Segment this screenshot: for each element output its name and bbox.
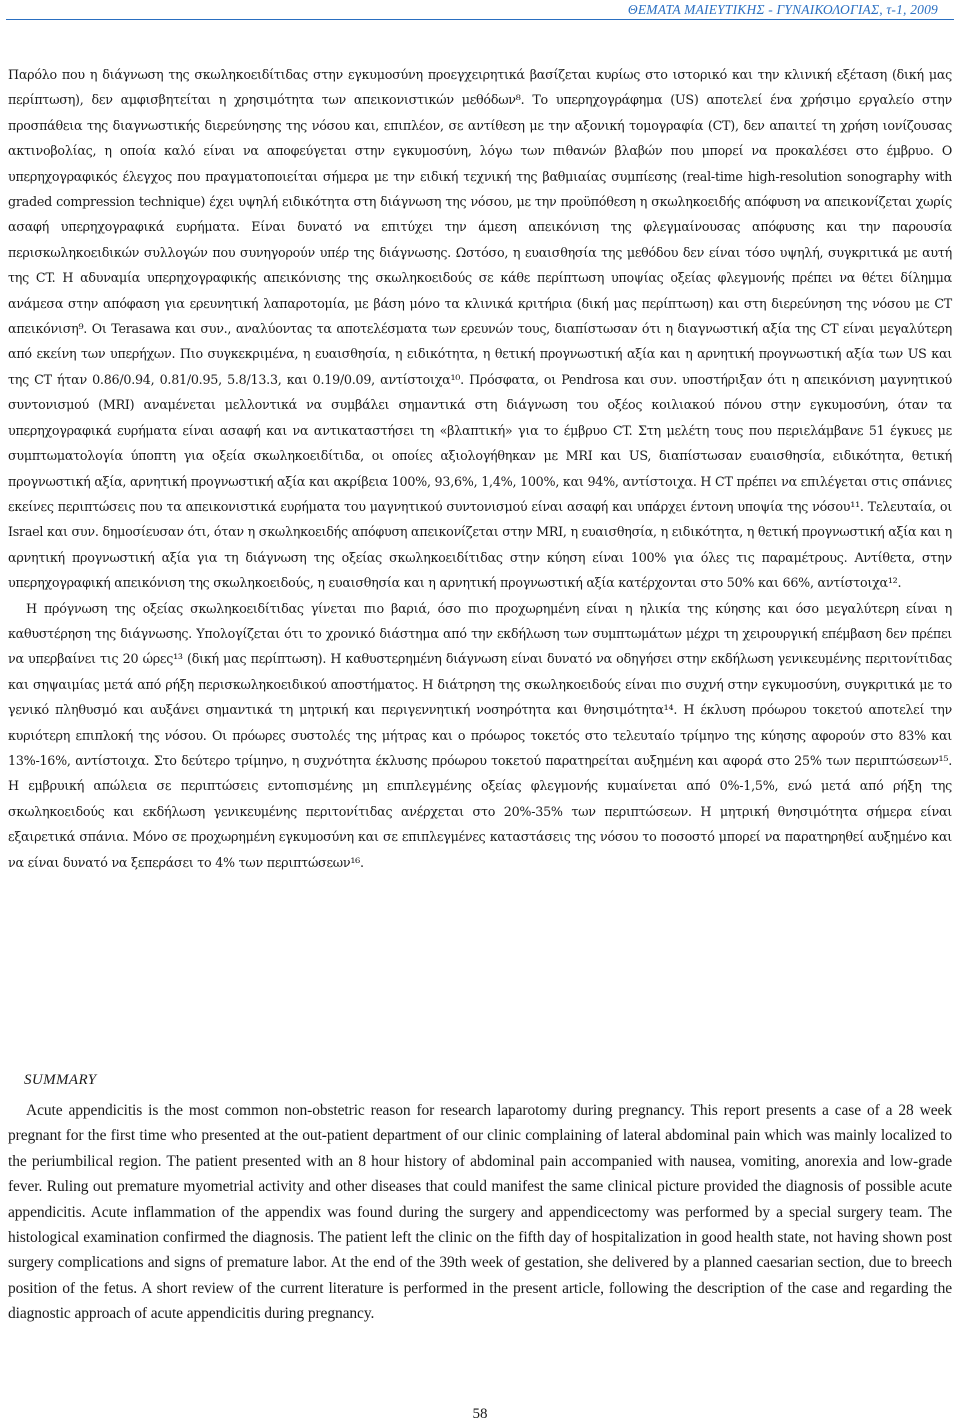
page-number: 58: [472, 1406, 488, 1422]
summary-heading: SUMMARY: [24, 1072, 97, 1088]
article-body: [8, 62, 952, 875]
body-paragraph-1: Παρόλο που η διάγνωση της σκωληκοειδίτιδας στην εγκυμοσύνη προεγχειρητικά βασίζεται κυρίως στο ιστορικό και την κλινική εξέταση (δική μας περίπτωση), δεν αμφισβητείται η χρησιμότητα των απεικονιστικών μεθόδων⁸. Το υπερηχογράφημα (US) αποτελεί ένα χρήσιμο εργαλείο στην προσπάθεια της διαγνωστικής διερεύνησης της νόσου και, επιπλέον, σε αντίθεση με την αξονική τομογραφία (CT), δεν απαιτεί τη χρήση ιονίζουσας ακτινοβολίας, η οποία καλό είναι να αποφεύγεται στην εγκυμοσύνη, λόγω των πιθανών βλαβών που μπορεί να προκαλέσει στο έμβρυο. Ο υπερηχογραφικός έλεγχος που πραγματοποιείται σήμερα με την ειδική τεχνική της βαθμιαίας συμπίεσης (real-time high-resolution sonography with graded compression technique) έχει υψηλή ειδικότητα στη διάγνωση της νόσου, με την προϋπόθεση η σκωληκοειδής απόφυση να απεικονίζεται χωρίς ασαφή υπερηχογραφικά ευρήματα. Είναι δυνατό να επιτύχει την άμεση απεικόνιση της φλεγμαίνουσας απόφυσης και την παρουσία περισκωληκοειδικών συλλογών που συνηγορούν υπέρ της διάγνωσης. Ωστόσο, η ευαισθησία της μεθόδου δεν είναι τόσο υψηλή, συγκριτικά με αυτή της CT. Η αδυναμία υπερηχογραφικής απεικόνισης της σκωληκοειδούς σε κάθε περίπτωση υποψίας οξείας φλεγμονής πρέπει να θέτει δίλημμα ανάμεσα στην απόφαση για ερευνητική λαπαροτομία, με βάση μόνο τα κλινικά κριτήρια (δική μας περίπτωση) και στη διερεύνηση της νόσου με CT απεικόνιση⁹. Οι Terasawa και συν., αναλύοντας τα αποτελέσματα των ερευνών τους, διαπίστωσαν ότι η διαγνωστική αξία της CT είναι μεγαλύτερη από εκείνη των υπερήχων. Πιο συγκεκριμένα, η ευαισθησία, η ειδικότητα, η θετική προγνωστική αξία και η αρνητική προγνωστική αξία των US και της CT ήταν 0.86/0.94, 0.81/0.95, 5.8/13.3, και 0.19/0.09, αντίστοιχα¹⁰. Πρόσφατα, οι Pendrosa και συν. υποστήριξαν ότι η απεικόνιση μαγνητικού συντονισμού (MRI) αναμένεται μελλοντικά να συμβάλει σημαντικά στη διάγνωση του οξέος κοιλιακού πόνου στην εγκυμοσύνη, όταν τα υπερηχογραφικά ευρήματα είναι ασαφή και να αντικαταστήσει τη «βλαπτική» για το έμβρυο CT. Στη μελέτη τους που περιελάμβανε 51 έγκυες με συμπτωματολογία ύποπτη για οξεία σκωληκοειδίτιδα, οι οποίες αξιολογήθηκαν με MRI και US, διαπίστωσαν ευαισθησία, ειδικότητα, θετική προγνωστική αξία, αρνητική προγνωστική αξία και ακρίβεια 100%, 93,6%, 1,4%, 100%, και 94%, αντίστοιχα. Η CT πρέπει να επιλέγεται στις σπάνιες εκείνες περιπτώσεις που τα απεικονιστικά ευρήματα του μαγνητικού συντονισμού είναι ασαφή και υπάρχει έντονη υποψία της νόσου¹¹. Τελευταία, οι Israel και συν. δημοσίευσαν ότι, όταν η σκωληκοειδής απόφυση απεικονίζεται στην MRI, η ευαισθησία, η ειδικότητα, η θετική προγνωστική αξία και η αρνητική προγνωστική αξία για τη διάγνωση της οξείας σκωληκοειδίτιδας στην κύηση είναι 100% για όλες τις παραμέτρους. Αντίθετα, στην υπερηχογραφική απεικόνιση της σκωληκοειδούς, η ευαισθησία και η αρνητική προγνωστική αξία κατέρχονται στο 50% και 66%, αντίστοιχα¹².: [8, 67, 952, 591]
body-paragraph-2: Η πρόγνωση της οξείας σκωληκοειδίτιδας γίνεται πιο βαριά, όσο πιο προχωρημένη είναι η ηλικία της κύησης και όσο μεγαλύτερη είναι η καθυστέρηση της διάγνωσης. Υπολογίζεται ότι το χρονικό διάστημα από την εκδήλωση των συμπτωμάτων μέχρι τη χειρουργική επέμβαση δεν πρέπει να υπερβαίνει τις 20 ώρες¹³ (δική μας περίπτωση). Η καθυστερημένη διάγνωση είναι δυνατό να οδηγήσει στην εκδήλωση γενικευμένης περιτονίτιδας και σηψαιμίας μετά από ρήξη περισκωληκοειδικού αποστήματος. Η διάτρηση της σκωληκοειδούς είναι πιο συχνή στην εγκυμοσύνη, συγκριτικά με το γενικό πληθυσμό και αυξάνει σημαντικά τη μητρική και περιγεννητική νοσηρότητα και θνησιμότητα¹⁴. Η έκλυση πρόωρου τοκετού αποτελεί την κυριότερη επιπλοκή της νόσου. Οι πρόωρες συστολές της μήτρας και ο πρόωρος τοκετός στο τελευταίο τρίμηνο της κύησης αφορούν στο 83% και 13%-16%, αντίστοιχα. Στο δεύτερο τρίμηνο, η συχνότητα έκλυσης πρόωρου τοκετού παρατηρείται αυξημένη και αφορά στο 25% των περιπτώσεων¹⁵. Η εμβρυική απώλεια σε περιπτώσεις εντοπισμένης μη επιπλεγμένης οξείας φλεγμονής κυμαίνεται από 0%-1,5%, ενώ μετά από ρήξη της σκωληκοειδούς και εκδήλωση γενικευμένης περιτονίτιδας ανέρχεται στο 20%-35% των περιπτώσεων. Η μητρική θνησιμότητα σήμερα είναι εξαιρετικά σπάνια. Μόνο σε προχωρημένη εγκυμοσύνη και σε επιπλεγμένες καταστάσεις της νόσου το ποσοστό μπορεί να παρατηρηθεί αυξημένο και να είναι δυνατό να ξεπεράσει το 4% των περιπτώσεων¹⁶.: [8, 600, 952, 870]
header-divider: [6, 19, 954, 20]
running-header: ΘΕΜΑΤΑ ΜΑΙΕΥΤΙΚΗΣ - ΓΥΝΑΙΚΟΛΟΓΙΑΣ, τ-1, 2009: [627, 2, 938, 17]
summary-text: Acute appendicitis is the most common non-obstetric reason for research laparotomy during pregnancy. This report presents a case of a 28 week pregnant for the first time who presented at the out-patient department of our clinic complaining of lateral abdominal pain which was mainly localized to the periumbilical region. The patient presented with an 8 hour history of abdominal pain accompanied with nausea, vomiting, anorexia and low-grade fever. Ruling out premature myometrial activity and other diseases that could manifest the same clinical picture provided the diagnosis of possible acute appendicitis. Acute inflammation of the appendix was found during the surgery and appendicectomy was performed by a special surgery team. The histological examination confirmed the diagnosis. The patient left the clinic on the fifth day of hospitalization in good health state, not having shown post surgery complications and signs of premature labor. At the end of the 39th week of gestation, she delivered by a planned caesarian section, due to breech position of the fetus. A short review of the current literature is performed in the present article, following the description of the case and regarding the diagnostic approach of acute appendicitis during pregnancy.: [8, 1102, 952, 1323]
